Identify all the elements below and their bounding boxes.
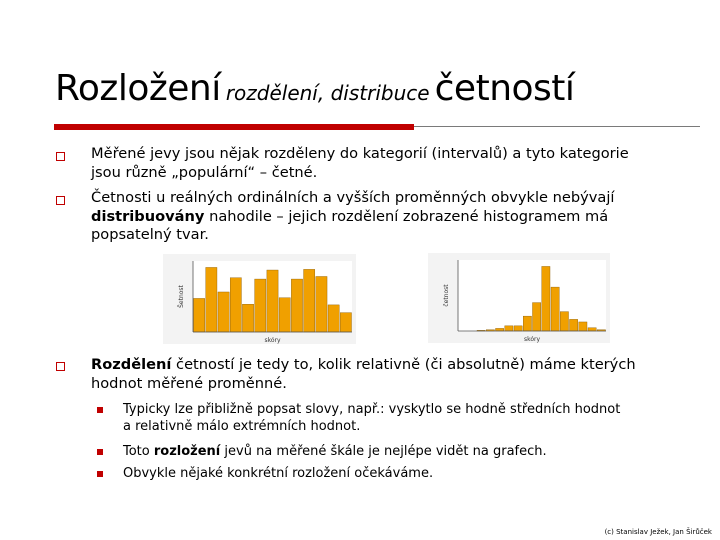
bullet-1-line-2: jsou různě „populární“ – četné. [91,163,318,181]
bullet-2-line-2: nahodile – jejich rozdělení zobrazené histogramem má [204,207,609,225]
histogram-bar [255,279,266,332]
histogram-bar [316,276,327,332]
histogram-bar [542,266,550,331]
histogram-bar [230,278,241,332]
sub-bullet-1-line-1: Typicky lze přibližně popsat slovy, např.: vyskytlo se hodně středních hodnot [123,402,621,417]
histogram-2-svg [428,253,610,343]
sub-bullet-1 [123,402,693,435]
sub-bullet-square-icon [97,471,103,477]
histogram-bar [505,326,513,331]
title-subtitle: rozdělení, distribuce [225,81,430,105]
bullet-2-line-3: popsatelný tvar. [91,226,209,243]
bullet-1 [91,145,691,182]
y-axis-label: četnost [443,284,450,307]
histogram-1 [163,254,356,344]
y-axis-label: Šetnost [178,285,185,308]
histogram-1-svg [163,254,356,344]
title-end: četností [434,68,575,109]
bullet-2-bold: distribuovány [91,207,205,225]
histogram-bar [570,319,578,331]
sub-bullet-square-icon [97,407,103,413]
histogram-bar [533,303,541,331]
sub-bullet-2-pre: Toto [123,444,154,459]
histogram-bar [523,316,531,331]
sub-bullet-square-icon [97,449,103,455]
histogram-bar [291,279,302,332]
sub-bullet-2 [123,444,693,461]
histogram-bar [328,305,339,332]
histogram-bar [551,287,559,331]
histogram-bar [514,326,522,331]
histogram-bar [560,312,568,331]
footer-credit: (c) Stanislav Ježek, Jan Širůček [604,528,712,536]
plot-area [458,260,606,331]
histogram-bar [579,322,587,331]
bullet-square-icon [56,196,65,205]
sub-bullet-2-bold: rozložení [153,444,221,459]
histogram-bar [304,269,315,332]
histogram-bar [206,267,217,332]
bullet-1-line-1: Měřené jevy jsou nějak rozděleny do kategorií (intervalů) a tyto kategorie [91,145,629,162]
bullet-3 [91,356,691,393]
sub-bullet-3 [123,466,693,483]
bullet-2 [91,189,691,245]
bullet-3-bold: Rozdělení [91,356,172,373]
sub-bullet-1-line-2: a relativně málo extrémních hodnot. [123,418,361,434]
histogram-bar [218,292,229,332]
bullet-3-line-2: hodnot měřené proměnné. [91,374,287,392]
histogram-2 [428,253,610,343]
sub-bullet-2-post: jevů na měřené škále je nejlépe vidět na grafech. [220,444,547,459]
histogram-bar [267,270,278,332]
title-accent-bar [54,124,414,130]
slide-title [55,68,574,109]
bullet-3-line-1: četností je tedy to, kolik relativně (či absolutně) máme kterých [171,356,636,373]
bullet-2-line-1: Četnosti u reálných ordinálních a vyšších proměnných obvykle nebývají [91,189,615,206]
bullet-square-icon [56,152,65,161]
title-main: Rozložení [55,68,221,109]
histogram-bar [279,298,290,332]
sub-bullet-3-text: Obvykle nějaké konkrétní rozložení očekáváme. [123,466,434,481]
histogram-bar [588,328,596,331]
histogram-bar [194,298,205,332]
x-axis-label: skóry [264,337,281,344]
bullet-square-icon [56,362,65,371]
histogram-bar [242,304,253,332]
histogram-bar [340,313,351,332]
x-axis-label: skóry [523,336,541,343]
